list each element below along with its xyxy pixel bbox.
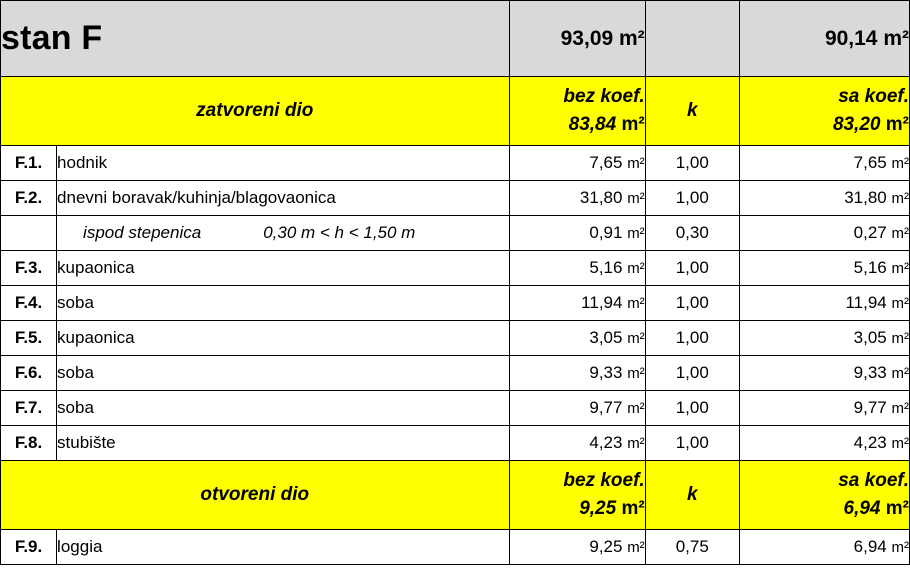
row-area-unit: m²: [627, 190, 645, 207]
row-coefficient: 1,00: [645, 146, 739, 181]
row-area-k-unit: m²: [891, 365, 909, 382]
row-area: [509, 356, 645, 391]
section-sum-open-number: 9,25: [579, 498, 617, 519]
section-sum-closed-k-value: [740, 111, 909, 139]
section-sum-closed-k-number: 83,20: [832, 114, 881, 135]
row-name: soba: [57, 356, 510, 391]
table-row: [1, 251, 910, 286]
row-area-with-coefficient: [739, 286, 909, 321]
row-area-unit: m²: [627, 260, 645, 277]
row-area: [509, 216, 645, 251]
row-code: F.5.: [1, 321, 57, 356]
row-name: loggia: [57, 530, 510, 565]
row-area-value: 31,80: [579, 188, 623, 207]
row-area-k-value: 11,94: [845, 293, 887, 312]
row-area-with-coefficient: [739, 391, 909, 426]
section-sum-open-k-unit: m²: [885, 498, 909, 519]
row-area-with-coefficient: [739, 251, 909, 286]
row-area-unit: m²: [627, 400, 645, 417]
section-sum-open-sa-koef: [739, 461, 909, 530]
section-sum-open-value: [510, 495, 645, 523]
row-area: [509, 181, 645, 216]
row-coefficient: 1,00: [645, 181, 739, 216]
page-title: stan F: [1, 1, 510, 77]
table-row: [1, 356, 910, 391]
row-area-unit: m²: [627, 539, 645, 556]
table-row: [1, 391, 910, 426]
row-name: kupaonica: [57, 251, 510, 286]
row-name: soba: [57, 391, 510, 426]
row-area: [509, 286, 645, 321]
row-area-k-unit: m²: [891, 400, 909, 417]
column-label-sa-koef-open: sa koef.: [838, 470, 909, 492]
row-name: kupaonica: [57, 321, 510, 356]
table-row: [1, 181, 910, 216]
row-name: soba: [57, 286, 510, 321]
row-area-k-unit: m²: [891, 435, 909, 452]
column-label-k-open: k: [645, 461, 739, 530]
row-area: [509, 530, 645, 565]
row-area-with-coefficient: [739, 321, 909, 356]
section-sum-closed-number: 83,84: [568, 114, 617, 135]
row-area: [509, 251, 645, 286]
row-area-value: 11,94: [581, 293, 623, 312]
row-code: F.7.: [1, 391, 57, 426]
row-area: [509, 391, 645, 426]
row-area-value: 9,77: [589, 398, 623, 417]
row-area-with-coefficient: [739, 181, 909, 216]
section-sum-closed-value: [510, 111, 645, 139]
row-area-k-unit: m²: [891, 539, 909, 556]
table-row: [1, 530, 910, 565]
row-name: stubište: [57, 426, 510, 461]
table-row-sub: [1, 216, 910, 251]
table-row: [1, 426, 910, 461]
row-code: F.3.: [1, 251, 57, 286]
row-area-k-unit: m²: [891, 295, 909, 312]
row-area: [509, 426, 645, 461]
column-label-sa-koef: sa koef.: [838, 86, 909, 108]
row-coefficient: 1,00: [645, 321, 739, 356]
row-code: F.1.: [1, 146, 57, 181]
row-area-value: 7,65: [589, 153, 623, 172]
table-row: [1, 321, 910, 356]
row-code: F.6.: [1, 356, 57, 391]
row-height-condition: 0,30 m < h < 1,50 m: [263, 223, 416, 242]
row-coefficient: 1,00: [645, 286, 739, 321]
row-area-with-coefficient: [739, 426, 909, 461]
row-code: F.2.: [1, 181, 57, 216]
table-row: [1, 286, 910, 321]
row-area-k-value: 3,05: [853, 328, 887, 347]
row-area-k-unit: m²: [891, 330, 909, 347]
row-area-with-coefficient: [739, 216, 909, 251]
row-area-unit: m²: [627, 225, 645, 242]
section-sum-open-k-value: [740, 495, 909, 523]
section-label-closed: zatvoreni dio: [1, 77, 510, 146]
column-label-k-closed: k: [645, 77, 739, 146]
row-area-value: 9,25: [589, 537, 623, 556]
row-area-k-value: 6,94: [853, 537, 887, 556]
row-area-unit: m²: [627, 365, 645, 382]
row-area-k-value: 31,80: [844, 188, 887, 207]
row-area-k-unit: m²: [891, 155, 909, 172]
section-label-open: otvoreni dio: [1, 461, 510, 530]
row-area-k-value: 5,16: [853, 258, 887, 277]
row-area-with-coefficient: [739, 146, 909, 181]
header-spacer-cell: [645, 1, 739, 77]
row-area: [509, 146, 645, 181]
row-area-k-unit: m²: [891, 190, 909, 207]
total-gross-area: 93,09 m²: [509, 1, 645, 77]
section-sum-open-bez-koef: [509, 461, 645, 530]
total-net-area: 90,14 m²: [739, 1, 909, 77]
row-name: hodnik: [57, 146, 510, 181]
section-header-closed: [1, 77, 910, 146]
row-area-value: 3,05: [589, 328, 623, 347]
section-sum-closed-unit: m²: [621, 114, 645, 135]
row-coefficient: 0,30: [645, 216, 739, 251]
row-area-k-value: 9,77: [853, 398, 887, 417]
section-sum-closed-k-unit: m²: [885, 114, 909, 135]
row-name: [57, 216, 510, 251]
row-area-value: 0,91: [589, 223, 623, 242]
section-header-open: [1, 461, 910, 530]
row-name: dnevni boravak/kuhinja/blagovaonica: [57, 181, 510, 216]
row-coefficient: 0,75: [645, 530, 739, 565]
row-code: F.9.: [1, 530, 57, 565]
row-area-k-unit: m²: [891, 225, 909, 242]
row-area-k-value: 0,27: [853, 223, 887, 242]
row-area: [509, 321, 645, 356]
row-area-unit: m²: [627, 295, 645, 312]
row-coefficient: 1,00: [645, 391, 739, 426]
row-area-value: 9,33: [589, 363, 623, 382]
row-area-unit: m²: [627, 155, 645, 172]
row-area-value: 4,23: [589, 433, 623, 452]
section-sum-open-unit: m²: [621, 498, 645, 519]
column-label-bez-koef: bez koef.: [563, 86, 645, 108]
row-code: [1, 216, 57, 251]
row-code: F.8.: [1, 426, 57, 461]
row-area-k-value: 9,33: [853, 363, 887, 382]
row-coefficient: 1,00: [645, 356, 739, 391]
section-sum-closed-sa-koef: [739, 77, 909, 146]
row-area-with-coefficient: [739, 356, 909, 391]
row-name-text: ispod stepenica: [83, 223, 202, 242]
row-code: F.4.: [1, 286, 57, 321]
row-coefficient: 1,00: [645, 251, 739, 286]
row-area-k-value: 7,65: [853, 153, 887, 172]
table-header-row: [1, 1, 910, 77]
section-sum-closed-bez-koef: [509, 77, 645, 146]
row-area-k-unit: m²: [891, 260, 909, 277]
row-area-unit: m²: [627, 330, 645, 347]
row-area-unit: m²: [627, 435, 645, 452]
row-coefficient: 1,00: [645, 426, 739, 461]
row-area-with-coefficient: [739, 530, 909, 565]
column-label-bez-koef-open: bez koef.: [563, 470, 645, 492]
row-area-value: 5,16: [589, 258, 623, 277]
section-sum-open-k-number: 6,94: [843, 498, 881, 519]
table-row: [1, 146, 910, 181]
row-area-k-value: 4,23: [853, 433, 887, 452]
